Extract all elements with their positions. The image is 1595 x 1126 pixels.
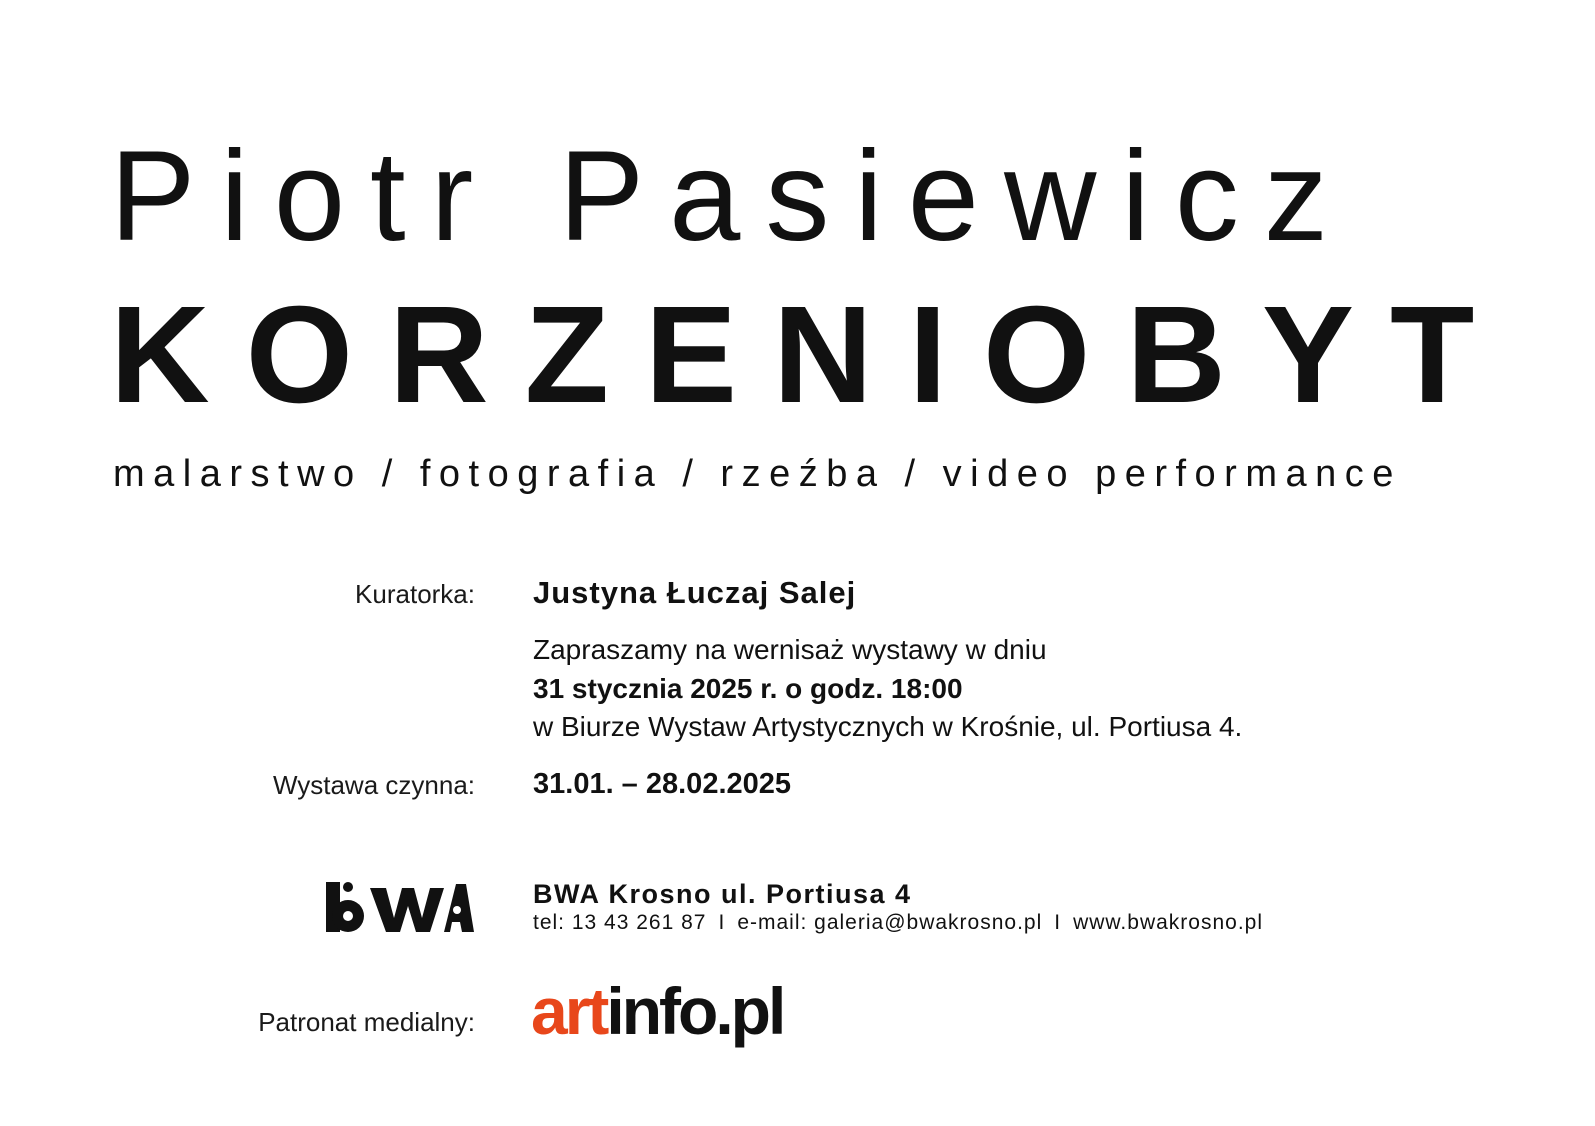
invitation-text — [533, 631, 1242, 747]
organizer-website[interactable]: www.bwakrosno.pl — [1073, 911, 1263, 934]
invitation-line-1: Zapraszamy na wernisaż wystawy w dniu — [533, 634, 1047, 665]
contact-separator: I — [1054, 911, 1062, 934]
disciplines-subtitle: malarstwo / fotografia / rzeźba / video performance — [113, 453, 1402, 495]
media-patron-label: Patronat medialny: — [258, 1007, 475, 1037]
artinfo-logo — [531, 975, 783, 1047]
bwa-logo — [326, 880, 474, 934]
artinfo-logo-info: info.pl — [606, 974, 784, 1048]
organizer-phone: tel: 13 43 261 87 — [533, 911, 707, 934]
artist-name: Piotr Pasiewicz — [110, 125, 1353, 268]
organizer-email[interactable]: e-mail: galeria@bwakrosno.pl — [737, 911, 1043, 934]
artinfo-logo-art: art — [531, 974, 607, 1048]
exhibition-dates-label: Wystawa czynna: — [272, 770, 475, 800]
exhibition-title: KORZENIOBYT — [110, 278, 1511, 432]
invitation-venue: w Biurze Wystaw Artystycznych w Krośnie, ul. Portiusa 4. — [533, 711, 1243, 742]
exhibition-dates-value: 31.01. – 28.02.2025 — [533, 768, 792, 800]
organizer-info — [533, 878, 1263, 936]
contact-separator: I — [718, 911, 726, 934]
curator-name: Justyna Łuczaj Salej — [533, 575, 857, 610]
curator-label: Kuratorka: — [355, 579, 475, 609]
organizer-name: BWA Krosno ul. Portiusa 4 — [533, 879, 912, 909]
invitation-date-time: 31 stycznia 2025 r. o godz. 18:00 — [533, 672, 963, 704]
organizer-contact — [533, 910, 1263, 936]
